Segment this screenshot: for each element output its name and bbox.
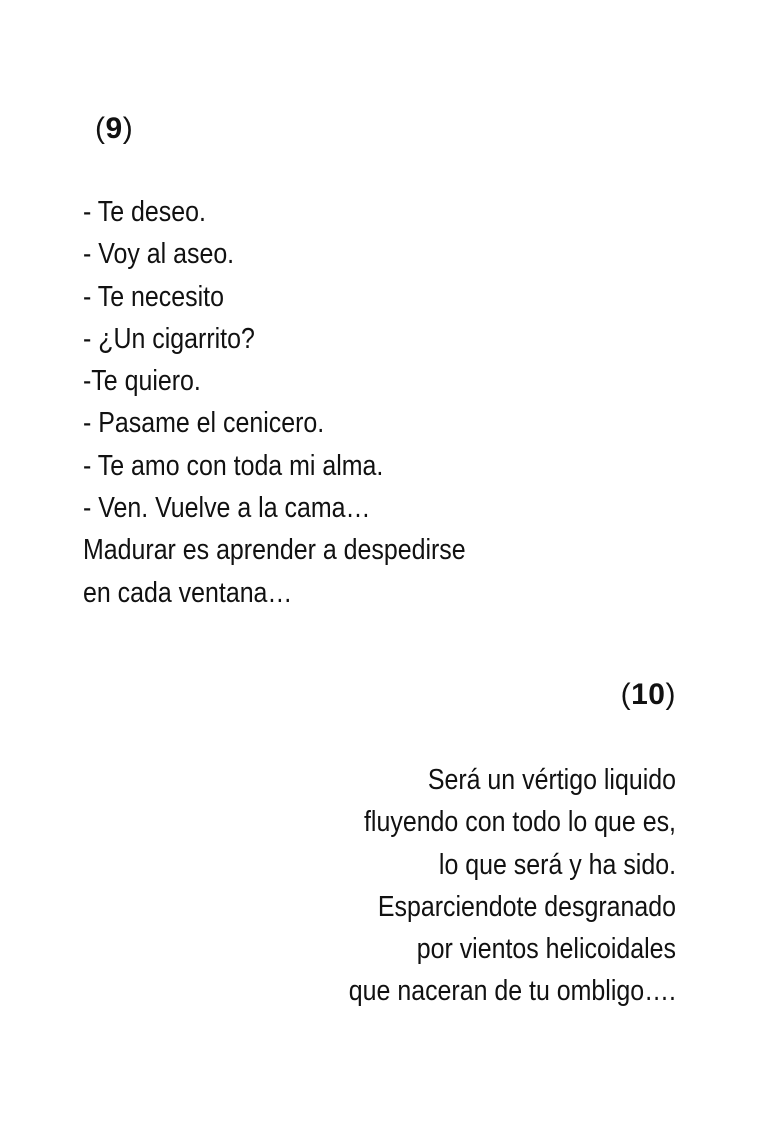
poem-line: - Te deseo.	[83, 196, 206, 228]
poem-number: (9)	[95, 112, 134, 145]
poem-line: Madurar es aprender a despedirse	[83, 534, 466, 567]
poem-line: lo que será y ha sido.	[438, 848, 676, 881]
poem-line: - Ven. Vuelve a la cama…	[83, 492, 371, 525]
poem-lines	[0, 759, 770, 1013]
poem-line: - ¿Un cigarrito?	[83, 322, 255, 355]
poem-line: Será un vértigo liquido	[427, 764, 676, 796]
poem-line: - Te necesito	[83, 280, 224, 313]
poem-number: (10)	[620, 678, 676, 711]
poem-number-value: 10	[631, 678, 666, 711]
poem-line: - Pasame el cenicero.	[83, 407, 325, 440]
poem-line: Esparciendote desgranado	[377, 890, 676, 923]
poem-line: -Te quiero.	[83, 365, 201, 398]
poem-line: que naceran de tu ombligo….	[348, 975, 676, 1008]
poem-10	[0, 674, 770, 1013]
poem-9	[0, 108, 770, 614]
poem-line: fluyendo con todo lo que es,	[364, 806, 676, 839]
poem-number-value: 9	[105, 112, 123, 145]
poem-line: - Voy al aseo.	[83, 238, 235, 271]
poem-line: por vientos helicoidales	[416, 933, 676, 966]
poem-line: en cada ventana…	[83, 576, 293, 609]
poem-line: - Te amo con toda mi alma.	[83, 449, 384, 482]
poem-lines	[0, 191, 770, 614]
